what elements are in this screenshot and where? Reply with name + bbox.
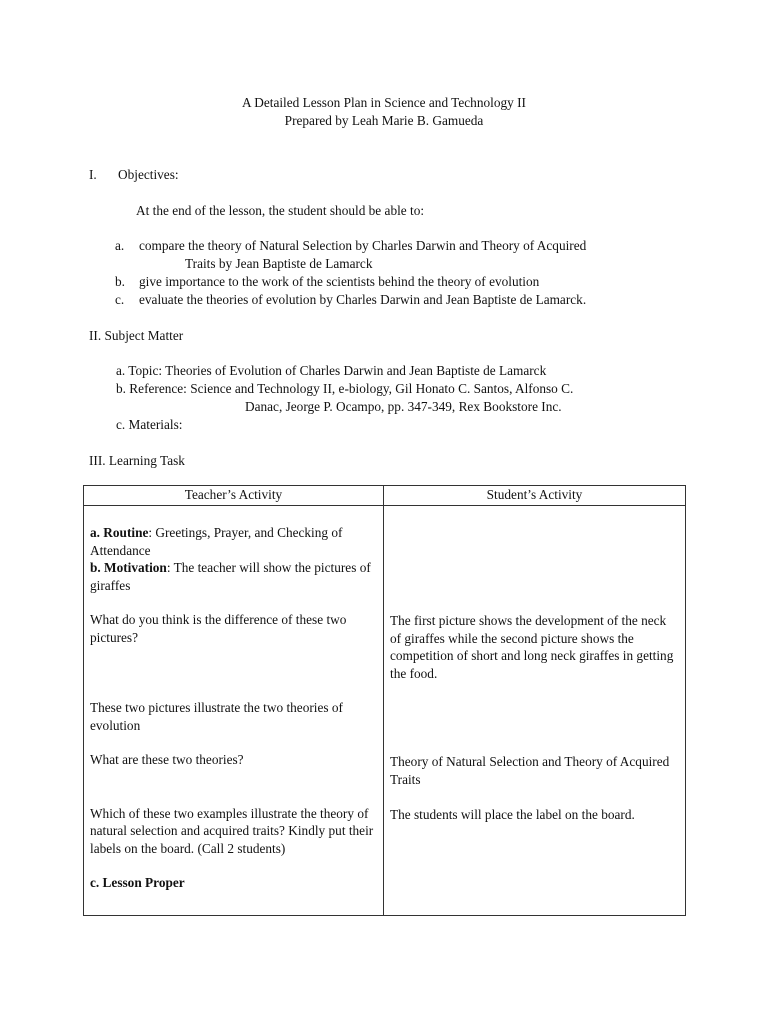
objective-marker: b. — [115, 274, 125, 289]
objective-item-a-line1: compare the theory of Natural Selection by Charles Darwin and Theory of Acquired — [139, 238, 587, 253]
column-header-student: Student’s Activity — [384, 486, 686, 506]
learning-task-heading: III. Learning Task — [89, 453, 185, 468]
student-activity-cell — [384, 506, 686, 916]
motivation-label: b. Motivation — [90, 560, 167, 575]
column-header-teacher: Teacher’s Activity — [84, 486, 384, 506]
objectives-numeral: I. — [89, 167, 97, 182]
learning-task-table — [83, 485, 686, 916]
teacher-question-2: What are these two theories? — [90, 752, 244, 767]
subject-topic: a. Topic: Theories of Evolution of Charles Darwin and Jean Baptiste de Lamarck — [116, 363, 547, 378]
student-answer-1: The first picture shows the development of the neck of giraffes while the second picture shows the competition of short and long neck giraffes in getting the food. — [390, 613, 674, 681]
student-answer-3: The students will place the label on the board. — [390, 807, 635, 822]
objective-item-c: evaluate the theories of evolution by Charles Darwin and Jean Baptiste de Lamarck. — [139, 292, 587, 307]
objective-marker: c. — [115, 292, 125, 307]
document-author: Prepared by Leah Marie B. Gamueda — [284, 113, 484, 128]
objectives-intro: At the end of the lesson, the student should be able to: — [136, 203, 425, 218]
table-header-row — [84, 486, 686, 506]
teacher-question-3: Which of these two examples illustrate the theory of natural selection and acquired traits? Kindly put their labels on the board. (Call 2 students) — [90, 805, 374, 856]
subject-materials: c. Materials: — [116, 417, 183, 432]
objective-item-a-line2: Traits by Jean Baptiste de Lamarck — [185, 256, 373, 271]
motivation-text: : The teacher will show the pictures of giraffes — [90, 560, 371, 593]
objectives-heading: Objectives: — [118, 167, 179, 182]
objective-item-b: give importance to the work of the scientists behind the theory of evolution — [139, 274, 540, 289]
teacher-statement: These two pictures illustrate the two theories of evolution — [90, 700, 343, 733]
teacher-activity-cell — [84, 506, 384, 916]
document-title: A Detailed Lesson Plan in Science and Technology II — [242, 95, 526, 110]
teacher-question-1: What do you think is the difference of these two pictures? — [90, 612, 347, 645]
routine-text: : Greetings, Prayer, and Checking of Attendance — [90, 525, 343, 558]
objective-marker: a. — [115, 238, 125, 253]
student-answer-2: Theory of Natural Selection and Theory of Acquired Traits — [390, 754, 670, 787]
table-row — [84, 506, 686, 916]
lesson-proper-heading: c. Lesson Proper — [90, 875, 185, 890]
routine-paragraph — [90, 524, 377, 559]
routine-label: a. Routine — [90, 525, 149, 540]
subject-reference-line2: Danac, Jeorge P. Ocampo, pp. 347-349, Rex Bookstore Inc. — [245, 399, 562, 414]
subject-matter-heading: II. Subject Matter — [89, 328, 184, 343]
motivation-paragraph — [90, 559, 377, 594]
subject-reference-line1: b. Reference: Science and Technology II, e-biology, Gil Honato C. Santos, Alfonso C. — [116, 381, 574, 396]
